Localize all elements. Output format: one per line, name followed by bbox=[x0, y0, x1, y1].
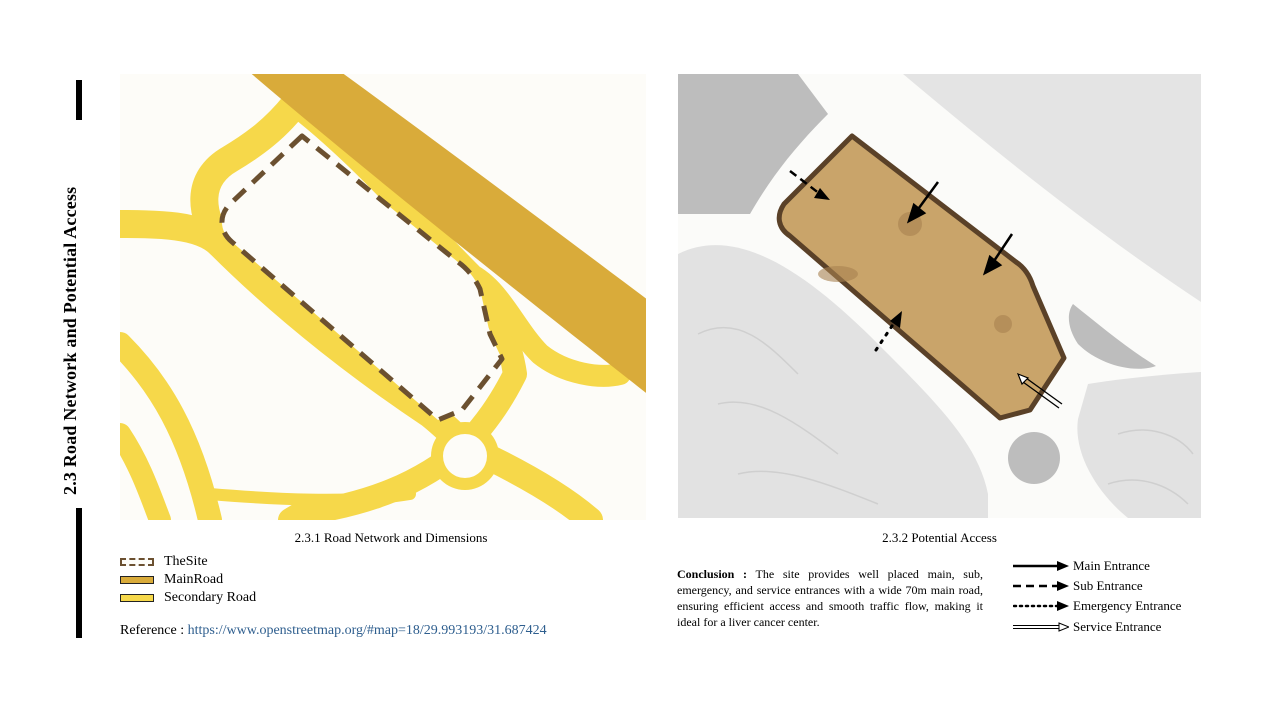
dashed-outline-swatch-icon bbox=[120, 558, 154, 566]
legend-label-main-road: MainRoad bbox=[164, 572, 224, 587]
secondary-road-bottom-arc bbox=[210, 494, 410, 500]
access-legend-main bbox=[1013, 556, 1150, 576]
conclusion-text: The site provides well placed main, sub, emergency, and service entrances with a wide 70m main road, ensuring efficient access and smooth traffic flow, making it ideal for a liver cancer center. bbox=[677, 567, 983, 629]
access-legend-service bbox=[1013, 617, 1161, 637]
reference-link[interactable]: https://www.openstreetmap.org/#map=18/29.993193/31.687424 bbox=[187, 623, 547, 638]
dotted-arrow-icon bbox=[1013, 600, 1069, 612]
yellow-fill-swatch-icon bbox=[120, 594, 154, 602]
access-legend-sub-label: Sub Entrance bbox=[1073, 578, 1143, 593]
access-legend-emergency bbox=[1013, 596, 1181, 616]
solid-arrow-icon bbox=[1013, 560, 1069, 572]
road-network-caption: 2.3.1 Road Network and Dimensions bbox=[294, 530, 488, 545]
legend-item-main-road bbox=[120, 572, 223, 588]
section-bar-bottom bbox=[76, 508, 82, 638]
legend-item-site bbox=[120, 554, 208, 570]
potential-access-map bbox=[678, 74, 1201, 518]
potential-access-caption: 2.3.2 Potential Access bbox=[882, 530, 997, 545]
access-legend-sub bbox=[1013, 576, 1143, 596]
access-legend-service-label: Service Entrance bbox=[1073, 619, 1162, 634]
conclusion-label: Conclusion : bbox=[677, 567, 748, 581]
road-network-map bbox=[120, 74, 646, 520]
legend-item-secondary-road bbox=[120, 590, 256, 606]
legend-label-site: TheSite bbox=[164, 554, 208, 569]
access-legend-emergency-label: Emergency Entrance bbox=[1073, 598, 1182, 613]
double-line-arrow-icon bbox=[1013, 621, 1069, 633]
reference-prefix: Reference : bbox=[120, 623, 188, 638]
roundabout bbox=[1008, 432, 1060, 484]
reference bbox=[120, 623, 547, 639]
section-bar-top bbox=[76, 80, 82, 120]
access-legend-main-label: Main Entrance bbox=[1073, 558, 1150, 573]
conclusion bbox=[677, 566, 983, 630]
section-title: 2.3 Road Network and Potential Access bbox=[60, 186, 80, 495]
dashed-arrow-icon bbox=[1013, 580, 1069, 592]
legend-label-secondary-road: Secondary Road bbox=[164, 590, 257, 605]
gold-fill-swatch-icon bbox=[120, 576, 154, 584]
